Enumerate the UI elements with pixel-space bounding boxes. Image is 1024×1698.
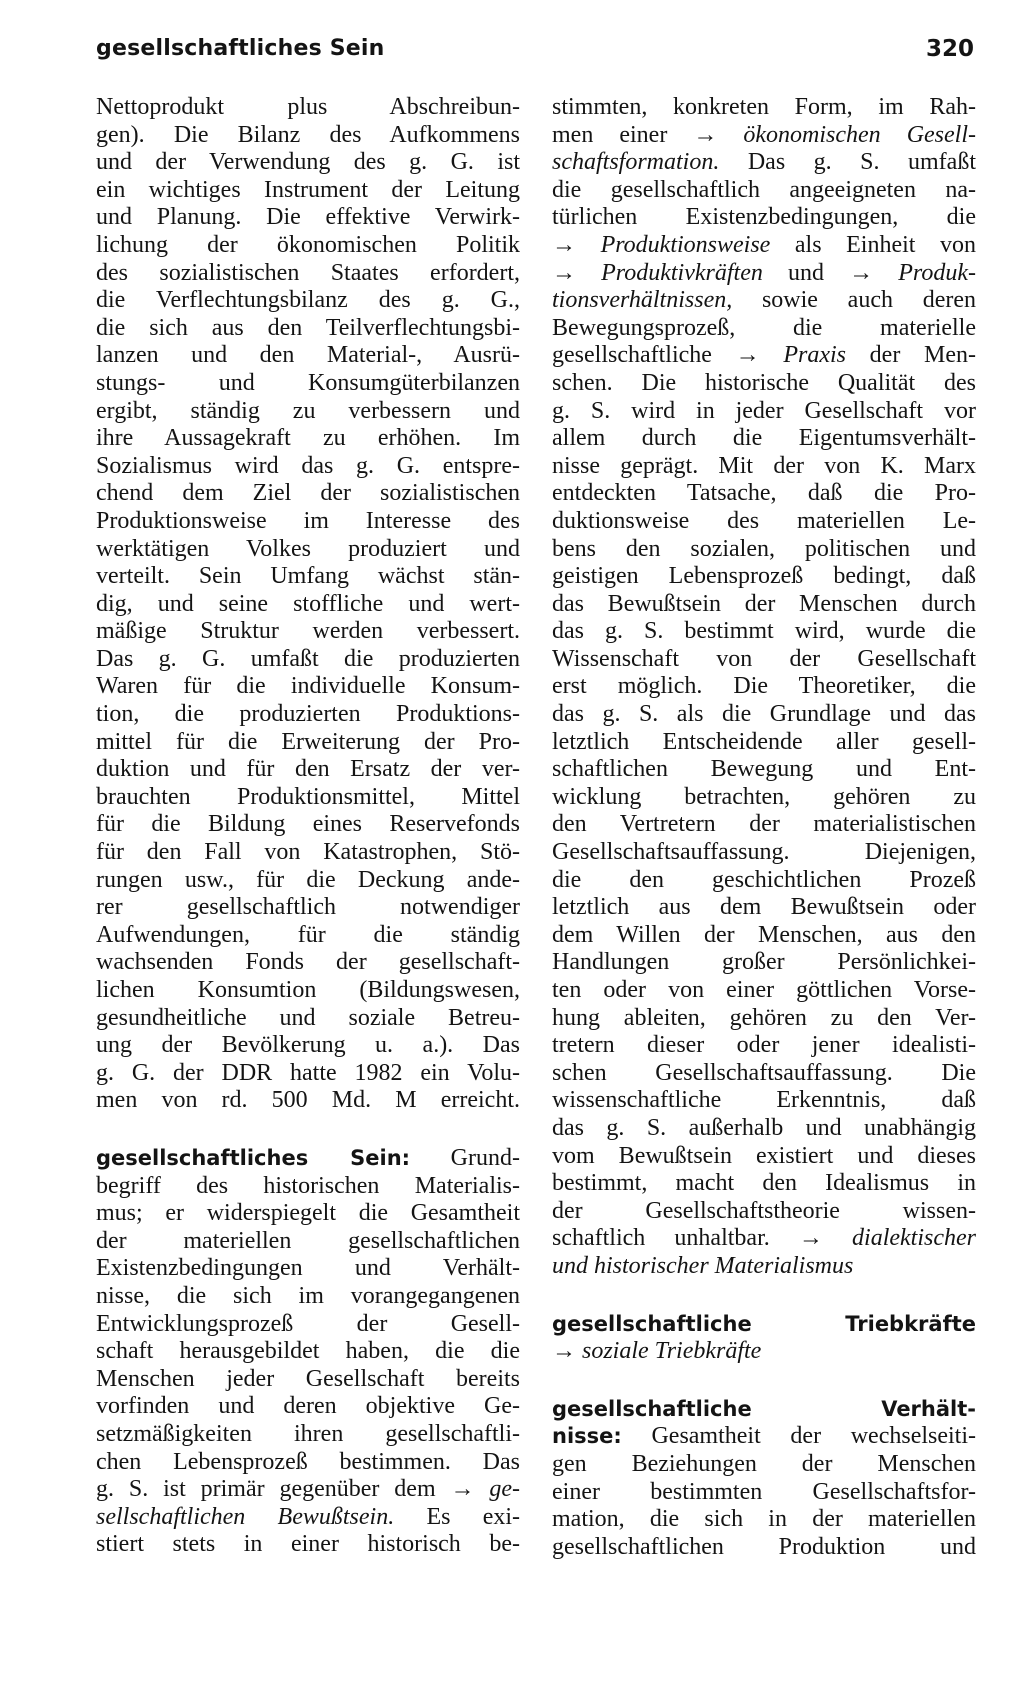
cross-reference[interactable]: Produk- — [873, 259, 976, 286]
text-line: ergibt, ständig zu verbessern und — [96, 397, 520, 424]
text-line: allem durch die Eigentumsverhält- — [552, 425, 976, 452]
entry-headword: nisse: — [552, 1424, 622, 1449]
text-line: dem Willen der Menschen, aus den — [552, 921, 976, 948]
text-line: die Verflechtungsbilanz des g. G., — [96, 287, 520, 314]
running-head: gesellschaftliches Sein — [96, 36, 385, 61]
cross-reference[interactable]: sellschaftlichen Bewußtsein. — [96, 1503, 395, 1530]
text-line: schaft herausgebildet haben, die die — [96, 1338, 520, 1365]
text-line: wachsenden Fonds der gesellschaft- — [96, 949, 520, 976]
text-line: schaftlich unhaltbar. → dialektischer — [552, 1225, 976, 1252]
text-line: tretern dieser oder jener idealisti- — [552, 1032, 976, 1059]
cross-reference-arrow: → — [552, 231, 576, 258]
entry-body — [552, 1451, 976, 1561]
text-line: vom Bewußtsein existiert und dieses — [552, 1142, 976, 1169]
text-line: mus; er widerspiegelt die Gesamtheit — [96, 1200, 520, 1227]
text-line: den Vertretern der materialistischen — [552, 811, 976, 838]
cross-reference[interactable]: dialektischer — [822, 1225, 976, 1252]
text-line: mation, die sich in der materiellen — [552, 1506, 976, 1533]
text-line: → Produktivkräften und → Produk- — [552, 259, 976, 286]
text-line: hung ableiten, gehören zu den Ver- — [552, 1004, 976, 1031]
text-line: schaftsformation. Das g. S. umfaßt — [552, 149, 976, 176]
text-line: Das g. G. umfaßt die produzierten — [96, 645, 520, 672]
text-line: Handlungen großer Persönlichkei- — [552, 949, 976, 976]
entry-spacer — [552, 1366, 976, 1396]
text-line: ten oder von einer göttlichen Vorse- — [552, 977, 976, 1003]
cross-reference[interactable]: Produktivkräften — [576, 259, 763, 286]
text-line: schen Gesellschaftsauffassung. Die — [552, 1059, 976, 1086]
text-line: duktion und für den Ersatz der ver- — [96, 756, 520, 783]
text-line: brauchten Produktionsmittel, Mittel — [96, 783, 520, 810]
text-line: Produktionsweise im Interesse des — [96, 507, 520, 534]
cross-reference-arrow: → — [552, 1338, 576, 1365]
text-line: rungen usw., für die Deckung ande- — [96, 866, 520, 893]
page-number: 320 — [925, 36, 974, 62]
text-line: für den Fall von Katastrophen, Stö- — [96, 839, 520, 866]
text-line: und der Verwendung des g. G. ist — [96, 149, 520, 176]
cross-reference-arrow: → — [798, 1225, 823, 1252]
text-line: Menschen jeder Gesellschaft bereits — [96, 1365, 520, 1392]
entry-spacer — [552, 1281, 976, 1311]
text-line: tionsverhältnissen, sowie auch deren — [552, 287, 976, 314]
text-line: bestimmt, macht den Idealismus in — [552, 1170, 976, 1197]
text-line: das Bewußtsein der Menschen durch — [552, 590, 976, 617]
previous-entry-continuation — [96, 94, 520, 1115]
text-line: türlichen Existenzbedingungen, die — [552, 204, 976, 231]
text-line: gesellschaftliche → Praxis der Men- — [552, 342, 976, 369]
text-line: ein wichtiges Instrument der Leitung — [96, 176, 520, 203]
text-line — [552, 1338, 976, 1366]
text-line: lichung der ökonomischen Politik — [96, 231, 520, 258]
text-line: gen). Die Bilanz des Aufkommens — [96, 121, 520, 148]
text-line: Entwicklungsprozeß der Gesell- — [96, 1310, 520, 1337]
text-line: Existenzbedingungen und Verhält- — [96, 1255, 520, 1282]
text-line: für die Bildung eines Reservefonds — [96, 811, 520, 838]
entry-headword: gesellschaftliche Triebkräfte — [552, 1311, 976, 1336]
text-line: → Produktionsweise als Einheit von — [552, 231, 976, 258]
cross-reference-arrow: → — [552, 259, 576, 286]
text-line: und Planung. Die effektive Verwirk- — [96, 204, 520, 231]
text-line: die den geschichtlichen Prozeß — [552, 866, 976, 893]
entry-spacer — [96, 1115, 520, 1145]
text-line: des sozialistischen Staates erfordert, — [96, 259, 520, 286]
cross-reference[interactable]: ökonomischen Gesell- — [717, 121, 976, 148]
text-line: gen Beziehungen der Menschen — [552, 1450, 976, 1477]
text-line: der Gesellschaftstheorie wissen- — [552, 1197, 976, 1224]
text-line: gesundheitliche und soziale Betreu- — [96, 1004, 520, 1031]
entry-gesellschaftliche-triebkraefte — [552, 1311, 976, 1366]
cross-reference-arrow: → — [693, 121, 718, 148]
cross-reference[interactable]: Produktionsweise — [576, 231, 771, 258]
text-line: lichen Konsumtion (Bildungswesen, — [96, 977, 520, 1003]
entry-gesellschaftliches-sein — [96, 1145, 520, 1559]
text-line: men von rd. 500 Md. M erreicht. — [96, 1087, 520, 1114]
text-line: ihre Aussagekraft zu erhöhen. Im — [96, 425, 520, 452]
entry-headword: gesellschaftliches Sein: — [96, 1145, 411, 1170]
text-line: bens den sozialen, politischen und — [552, 535, 976, 562]
text-line: verteilt. Sein Umfang wächst stän- — [96, 563, 520, 590]
text-line: letztlich aus dem Bewußtsein oder — [552, 894, 976, 921]
text-line: das g. S. außerhalb und unabhängig — [552, 1114, 976, 1141]
text-line: lanzen und den Material-, Ausrü- — [96, 342, 520, 369]
cross-reference-arrow: → — [849, 259, 874, 286]
text-line: men einer → ökonomischen Gesell- — [552, 121, 976, 148]
text-line: g. S. wird in jeder Gesellschaft vor — [552, 397, 976, 424]
cross-reference-arrow: → — [735, 342, 760, 369]
text-line: die gesellschaftlich angeeigneten na- — [552, 176, 976, 203]
cross-reference[interactable]: ge- — [474, 1476, 520, 1503]
text-line: chen Lebensprozeß bestimmen. Das — [96, 1448, 520, 1475]
text-line: vorfinden und deren objektive Ge- — [96, 1393, 520, 1420]
text-line: geistigen Lebensprozeß bedingt, daß — [552, 563, 976, 590]
text-line: wissenschaftliche Erkenntnis, daß — [552, 1087, 976, 1114]
entry-headword: gesellschaftliche Verhält- — [552, 1396, 976, 1421]
cross-reference[interactable]: Praxis — [759, 342, 846, 369]
text-line: g. S. ist primär gegenüber dem → ge- — [96, 1476, 520, 1503]
text-line: der materiellen gesellschaftlichen — [96, 1227, 520, 1254]
text-line: Sozialismus wird das g. G. entspre- — [96, 452, 520, 479]
text-line: duktionsweise des materiellen Le- — [552, 507, 976, 534]
text-line: begriff des historischen Materialis- — [96, 1172, 520, 1199]
text-line — [552, 1311, 976, 1339]
entry-body — [552, 370, 976, 1225]
text-line: ung der Bevölkerung u. a.). Das — [96, 1032, 520, 1059]
text-line: chend dem Ziel der sozialistischen — [96, 480, 520, 507]
text-line: tion, die produzierten Produktions- — [96, 701, 520, 728]
left-column — [96, 94, 520, 1559]
text-line: stungs- und Konsumgüterbilanzen — [96, 369, 520, 396]
text-line: nisse, die sich im vorangegangenen — [96, 1282, 520, 1309]
text-line: erst möglich. Die Theoretiker, die — [552, 673, 976, 700]
text-line: gesellschaftlichen Produktion und — [552, 1533, 976, 1560]
right-column — [552, 94, 976, 1561]
text-line: schaftlichen Bewegung und Ent- — [552, 756, 976, 783]
text-line: Wissenschaft von der Gesellschaft — [552, 645, 976, 672]
text-line: einer bestimmten Gesellschaftsfor- — [552, 1478, 976, 1505]
text-line: mittel für die Erweiterung der Pro- — [96, 728, 520, 755]
cross-reference[interactable]: soziale Triebkräfte — [576, 1338, 762, 1365]
text-line — [552, 1253, 976, 1281]
text-line: Nettoprodukt plus Abschreibun- — [96, 94, 520, 120]
text-line: nisse geprägt. Mit der von K. Marx — [552, 452, 976, 479]
text-line: Gesellschaftsauffassung. Diejenigen, — [552, 839, 976, 866]
cross-reference-arrow: → — [450, 1476, 475, 1503]
text-line: entdeckten Tatsache, daß die Pro- — [552, 480, 976, 507]
text-line: wicklung betrachten, gehören zu — [552, 783, 976, 810]
text-line: sellschaftlichen Bewußtsein. Es exi- — [96, 1503, 521, 1530]
cross-reference[interactable]: und historischer Materialismus — [552, 1252, 854, 1279]
text-line: Waren für die individuelle Konsum- — [96, 673, 520, 700]
text-line: nisse: Gesamtheit der wechselseiti- — [552, 1423, 976, 1450]
text-line: Bewegungsprozeß, die materielle — [552, 314, 976, 341]
text-line: mäßige Struktur werden verbessert. — [96, 618, 520, 645]
text-line — [552, 1396, 976, 1424]
text-line: Aufwendungen, für die ständig — [96, 921, 520, 948]
text-line: stiert stets in einer historisch be- — [96, 1531, 520, 1558]
entry-gesellschaftliche-verhaeltnisse — [552, 1396, 976, 1562]
cross-reference[interactable]: tionsverhältnissen, — [552, 287, 733, 314]
text-line: schen. Die historische Qualität des — [552, 369, 976, 396]
text-line: rer gesellschaftlich notwendiger — [96, 894, 520, 921]
cross-reference[interactable]: schaftsformation. — [552, 149, 720, 176]
text-line: gesellschaftliches Sein: Grund- — [96, 1144, 520, 1171]
text-line: dig, und seine stoffliche und wert- — [96, 590, 520, 617]
entry-body — [96, 1173, 520, 1477]
text-line: setzmäßigkeiten ihren gesellschaftli- — [96, 1420, 520, 1447]
text-line: das g. S. als die Grundlage und das — [552, 701, 976, 728]
text-line: werktätigen Volkes produziert und — [96, 535, 520, 562]
text-line: letztlich Entscheidende aller gesell- — [552, 728, 976, 755]
text-line: stimmten, konkreten Form, im Rah- — [552, 94, 976, 120]
text-line: g. G. der DDR hatte 1982 ein Volu- — [96, 1059, 520, 1086]
text-line: das g. S. bestimmt wird, wurde die — [552, 618, 976, 645]
text-line: die sich aus den Teilverflechtungsbi- — [96, 314, 520, 341]
